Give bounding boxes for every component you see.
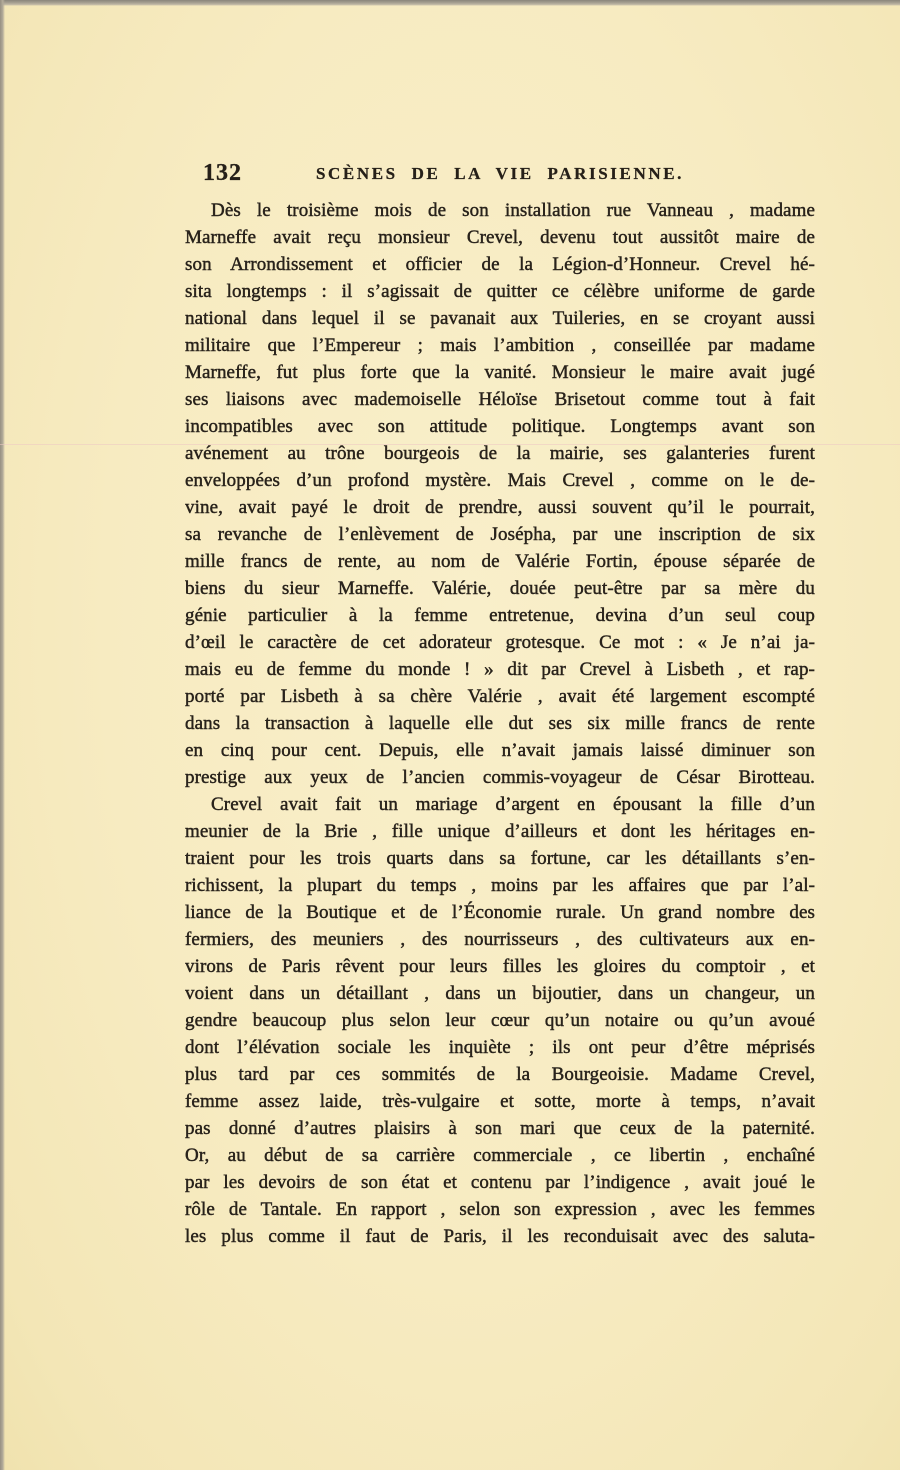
text-line: gendre beaucoup plus selon leur cœur qu’un notaire ou qu’un avoué xyxy=(185,1010,815,1031)
text-line: sita longtemps : il s’agissait de quitter ce célèbre uniforme de garde xyxy=(185,281,815,302)
text-line: mais eu de femme du monde ! » dit par Crevel à Lisbeth , et rap- xyxy=(185,659,815,680)
text-line: femme assez laide, très-vulgaire et sotte, morte à temps, n’avait xyxy=(185,1091,815,1112)
text-line: dont l’élévation sociale les inquiète ; ils ont peur d’être méprisés xyxy=(185,1037,815,1058)
text-line: traient pour les trois quarts dans sa fortune, car les détaillants s’en- xyxy=(185,848,815,869)
text-line: d’œil le caractère de cet adorateur grotesque. Ce mot : « Je n’ai ja- xyxy=(185,632,815,653)
body-text-block xyxy=(185,197,815,1250)
text-line: pas donné d’autres plaisirs à son mari que ceux de la paternité. xyxy=(185,1118,815,1139)
text-line: sa revanche de l’enlèvement de Josépha, par une inscription de six xyxy=(185,524,815,545)
text-line: génie particulier à la femme entretenue, devina d’un seul coup xyxy=(185,605,815,626)
text-line: Crevel avait fait un mariage d’argent en épousant la fille d’un xyxy=(211,794,815,815)
paragraph-2 xyxy=(185,791,815,1250)
text-line: Or, au début de sa carrière commerciale , ce libertin , enchaîné xyxy=(185,1145,815,1166)
running-title: SCÈNES DE LA VIE PARISIENNE. xyxy=(315,164,684,183)
text-line: prestige aux yeux de l’ancien commis-voyageur de César Birotteau. xyxy=(185,767,815,788)
page-number: 132 xyxy=(203,160,242,186)
text-line: meunier de la Brie , fille unique d’ailleurs et dont les héritages en- xyxy=(185,821,815,842)
text-line: mille francs de rente, au nom de Valérie Fortin, épouse séparée de xyxy=(185,551,815,572)
text-line: biens du sieur Marneffe. Valérie, douée peut-être par sa mère du xyxy=(185,578,815,599)
text-line: plus tard par ces sommités de la Bourgeoisie. Madame Crevel, xyxy=(185,1064,815,1085)
text-line: incompatibles avec son attitude politique. Longtemps avant son xyxy=(185,416,815,437)
text-line: son Arrondissement et officier de la Légion-d’Honneur. Crevel hé- xyxy=(185,254,815,275)
text-line: national dans lequel il se pavanait aux Tuileries, en se croyant aussi xyxy=(185,308,815,329)
text-line: fermiers, des meuniers , des nourrisseurs , des cultivateurs aux en- xyxy=(185,929,815,950)
text-line: vine, avait payé le droit de prendre, aussi souvent qu’il le pourrait, xyxy=(185,497,815,518)
text-line: en cinq pour cent. Depuis, elle n’avait jamais laissé diminuer son xyxy=(185,740,815,761)
running-header xyxy=(185,160,815,188)
text-line: rôle de Tantale. En rapport , selon son expression , avec les femmes xyxy=(185,1199,815,1220)
text-line: par les devoirs de son état et contenu par l’indigence , avait joué le xyxy=(185,1172,815,1193)
text-line: richissent, la plupart du temps , moins par les affaires que par l’al- xyxy=(185,875,815,896)
text-line: Dès le troisième mois de son installation rue Vanneau , madame xyxy=(211,200,815,221)
text-line: porté par Lisbeth à sa chère Valérie , avait été largement escompté xyxy=(185,686,815,707)
text-line: dans la transaction à laquelle elle dut ses six mille francs de rente xyxy=(185,713,815,734)
text-line: les plus comme il faut de Paris, il les reconduisait avec des saluta- xyxy=(185,1226,815,1247)
text-line: voient dans un détaillant , dans un bijoutier, dans un changeur, un xyxy=(185,983,815,1004)
scan-edge-left xyxy=(0,0,5,1470)
text-line: Marneffe, fut plus forte que la vanité. Monsieur le maire avait jugé xyxy=(185,362,815,383)
text-line: avénement au trône bourgeois de la mairie, ses galanteries furent xyxy=(185,443,815,464)
text-line: Marneffe avait reçu monsieur Crevel, devenu tout aussitôt maire de xyxy=(185,227,815,248)
scan-edge-top xyxy=(0,0,900,6)
text-line: virons de Paris rêvent pour leurs filles les gloires du comptoir , et xyxy=(185,956,815,977)
text-line: militaire que l’Empereur ; mais l’ambition , conseillée par madame xyxy=(185,335,815,356)
text-line: ses liaisons avec mademoiselle Héloïse Brisetout comme tout à fait xyxy=(185,389,815,410)
paragraph-1 xyxy=(185,197,815,791)
text-line: enveloppées d’un profond mystère. Mais Crevel , comme on le de- xyxy=(185,470,815,491)
text-line: liance de la Boutique et de l’Économie rurale. Un grand nombre des xyxy=(185,902,815,923)
